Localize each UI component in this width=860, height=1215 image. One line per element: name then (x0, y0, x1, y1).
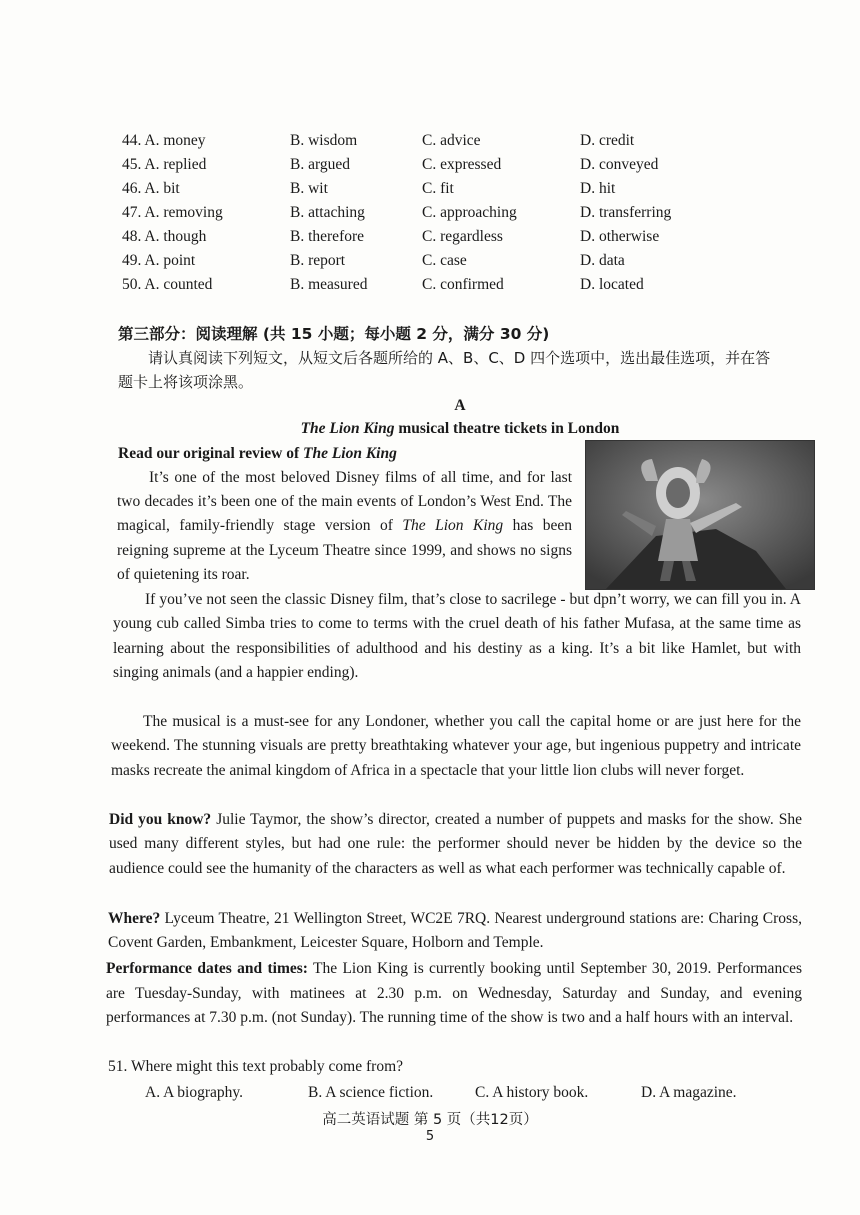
performance-text: The Lion King is currently booking until September 30, 2019. Performances are Tuesday-Sunday, with matinees at 2.30 p.m. on Wednesday, Saturday and Sunday, and evening performances at 7.30 p.m. (not Sunday). The running time of the show is two and a half hours with an interval. (106, 960, 802, 1027)
option-b: B. wisdom (290, 132, 358, 149)
title-rest: musical theatre tickets in London (394, 420, 620, 437)
where-label: Where? (108, 910, 161, 927)
option-c: C. fit (422, 180, 454, 197)
option-a: 44. A. money (122, 132, 206, 149)
option-c: C. case (422, 252, 467, 269)
paragraph-2: If you’ve not seen the classic Disney film, that’s close to sacrilege - but dpn’t worry, we can fill you in. A young cub called Simba tries to come to terms with the cruel death of his father Mufasa, at the same time as learning about the responsibilities of adulthood and his destiny as a king. It’s a bit like Hamlet, but with singing animals (and a happier ending). (113, 591, 801, 682)
did-you-know-label: Did you know? (109, 811, 212, 828)
performance-label: Performance dates and times: (106, 960, 308, 977)
option-a: 45. A. replied (122, 156, 207, 173)
page-footer: 高二英语试题 第 5 页（共12页） (322, 1112, 538, 1128)
did-you-know-paragraph (109, 808, 802, 881)
option-a: 49. A. point (122, 252, 196, 269)
option-d: D. otherwise (580, 228, 660, 245)
review-subheading (118, 445, 397, 463)
option-row-46 (122, 180, 742, 204)
option-row-45 (122, 156, 742, 180)
paragraph-3: The musical is a must-see for any Londoner, whether you call the capital home or are just here for the weekend. The stunning visuals are pretty breathtaking whatever your age, but ingenious puppetry and intricate masks recreate the animal kingdom of Africa in a spectacle that your little lion clubs will never forget. (111, 713, 801, 779)
where-paragraph (108, 907, 802, 956)
option-b: B. report (290, 252, 346, 269)
title-italic: The Lion King (300, 420, 395, 437)
question-51: 51. Where might this text probably come from? (108, 1058, 403, 1075)
option-d: D. transferring (580, 204, 672, 221)
section-instructions: 请认真阅读下列短文，从短文后各题所给的 A、B、C、D 四个选项中，选出最佳选项，并在答题卡上将该项涂黑。 (118, 349, 771, 391)
option-row-48 (122, 228, 742, 252)
option-a: 50. A. counted (122, 276, 213, 293)
option-d: D. credit (580, 132, 635, 149)
option-row-47 (122, 204, 742, 228)
performance-paragraph (106, 957, 802, 1031)
option-a: 47. A. removing (122, 204, 223, 221)
para1-part-a: It’s one of the most beloved Disney films of all time, and for last two decades it’s been one of the main events of London’s West End. The magical, family-friendly stage version of (117, 469, 572, 535)
option-row-49 (122, 252, 742, 276)
option-b: B. attaching (290, 204, 365, 221)
option-c: C. approaching (422, 204, 517, 221)
option-d: D. hit (580, 180, 616, 197)
para1-part-b: has been reigning supreme at the Lyceum Theatre since 1999, and shows no signs of quietening its roar. (117, 517, 573, 583)
option-c: C. expressed (422, 156, 502, 173)
option-b: B. wit (290, 180, 328, 197)
question-51-option-a: A. A biography. (145, 1084, 244, 1101)
option-c: C. advice (422, 132, 481, 149)
para1-italic: The Lion King (402, 517, 504, 535)
option-c: C. confirmed (422, 276, 504, 293)
subhead-plain: Read our original review of (118, 445, 303, 462)
option-d: D. data (580, 252, 625, 269)
option-b: B. therefore (290, 228, 365, 245)
option-d: D. located (580, 276, 644, 293)
option-a: 48. A. though (122, 228, 207, 245)
option-d: D. conveyed (580, 156, 659, 173)
question-51-option-d: D. A magazine. (641, 1084, 737, 1101)
page-number: 5 (425, 1129, 435, 1144)
where-text: Lyceum Theatre, 21 Wellington Street, WC2E 7RQ. Nearest underground stations are: Charing Cross, Covent Garden, Embankment, Leicester Square, Holborn and Temple. (108, 910, 802, 952)
question-51-option-b: B. A science fiction. (308, 1084, 434, 1101)
question-51-option-c: C. A history book. (475, 1084, 589, 1101)
option-row-50 (122, 276, 742, 300)
option-a: 46. A. bit (122, 180, 180, 197)
did-you-know-text: Julie Taymor, the show’s director, created a number of puppets and masks for the show. She used many different styles, but had one rule: the performer should never be hidden by the device so the audience could see the humanity of the characters as well as what each performer was technically capable of. (109, 811, 802, 877)
passage-title (0, 420, 860, 438)
option-row-44 (122, 132, 742, 156)
option-b: B. argued (290, 156, 350, 173)
passage-letter: A (454, 397, 466, 414)
lion-king-photo (585, 440, 815, 590)
option-c: C. regardless (422, 228, 503, 245)
subhead-italic: The Lion King (302, 445, 397, 462)
section-heading: 第三部分：阅读理解 (共 15 小题；每小题 2 分，满分 30 分) (118, 325, 550, 343)
option-b: B. measured (290, 276, 368, 293)
paragraph-1 (117, 466, 572, 587)
